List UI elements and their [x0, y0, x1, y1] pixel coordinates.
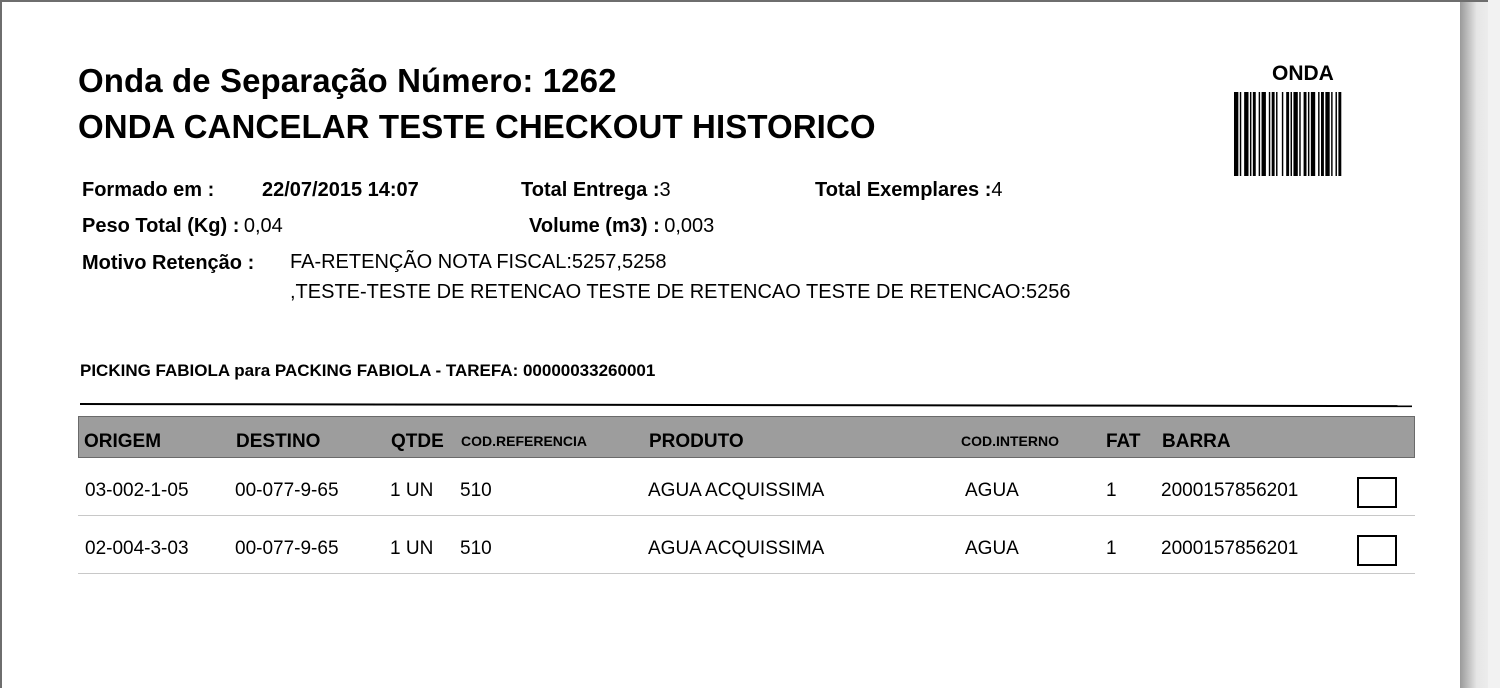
cell-barra: 2000157856201	[1161, 538, 1299, 559]
cell-produto: AGUA ACQUISSIMA	[648, 538, 825, 559]
wave-title: Onda de Separação Número: 1262	[78, 62, 617, 99]
barcode-label: ONDA	[1272, 62, 1334, 85]
page-shadow	[1460, 2, 1488, 688]
barcode-bar	[1338, 92, 1341, 176]
barcode-bar	[1336, 92, 1337, 176]
table-row	[78, 458, 1415, 516]
table-row	[78, 516, 1415, 574]
barcode-bar	[1308, 92, 1309, 176]
formed-at-value: 22/07/2015 14:07	[262, 179, 419, 201]
col-cod-referencia: COD.REFERENCIA	[461, 433, 588, 449]
barcode-bar	[1325, 92, 1329, 176]
barcode-bar	[1293, 92, 1297, 176]
barcode-bar	[1282, 92, 1283, 176]
wave-description: ONDA CANCELAR TESTE CHECKOUT HISTORICO	[78, 108, 876, 145]
cell-cod-interno: AGUA	[965, 480, 1019, 501]
barcode-bar	[1299, 92, 1300, 176]
barcode-bar	[1250, 92, 1251, 176]
task-heading: PICKING FABIOLA para PACKING FABIOLA - TAREFA: 00000033260001	[80, 361, 656, 380]
total-exemplares-value: 4	[991, 179, 1003, 201]
cell-produto: AGUA ACQUISSIMA	[648, 480, 825, 501]
cell-cod-interno: AGUA	[965, 538, 1019, 559]
volume	[529, 215, 714, 238]
formed-at-label: Formado em :	[82, 179, 215, 201]
total-entrega-value: 3	[659, 179, 671, 201]
cell-fat: 1	[1106, 538, 1117, 559]
barcode-bar	[1318, 92, 1319, 176]
row-checkbox[interactable]	[1357, 477, 1397, 508]
section-divider	[80, 403, 1412, 407]
total-exemplares	[815, 179, 1002, 202]
barcode-bar	[1291, 92, 1292, 176]
cell-barra: 2000157856201	[1161, 480, 1299, 501]
barcode-bar	[1272, 92, 1275, 176]
barcode-bar	[1259, 92, 1260, 176]
cell-destino: 00-077-9-65	[235, 480, 339, 501]
row-checkbox[interactable]	[1357, 535, 1397, 566]
col-cod-interno: COD.INTERNO	[961, 433, 1059, 449]
barcode-bar	[1262, 92, 1266, 176]
barcode-bar	[1269, 92, 1270, 176]
items-table	[78, 416, 1415, 574]
barcode-bar	[1240, 92, 1241, 176]
barcode-bar	[1311, 92, 1315, 176]
wave-barcode	[1234, 92, 1380, 176]
cell-origem: 02-004-3-03	[85, 538, 189, 559]
viewer-background	[1488, 0, 1500, 688]
cell-cod-referencia: 510	[460, 538, 492, 559]
col-barra: BARRA	[1162, 431, 1231, 452]
barcode-bar	[1304, 92, 1307, 176]
col-origem: ORIGEM	[84, 431, 162, 452]
cell-origem: 03-002-1-05	[85, 480, 189, 501]
table-header	[78, 416, 1415, 458]
peso-total-value: 0,04	[243, 215, 283, 237]
volume-label: Volume (m3) :	[529, 215, 660, 237]
barcode-bar	[1331, 92, 1332, 176]
barcode-bar	[1286, 92, 1289, 176]
report-page	[2, 2, 1460, 688]
motivo-line-1: FA-RETENÇÃO NOTA FISCAL:5257,5258	[290, 251, 667, 273]
cell-destino: 00-077-9-65	[235, 538, 339, 559]
col-produto: PRODUTO	[649, 431, 744, 452]
barcode-bar	[1321, 92, 1324, 176]
cell-qtde: 1 UN	[390, 480, 434, 501]
peso-total-label: Peso Total (Kg) :	[82, 215, 240, 237]
motivo-line-2: ,TESTE-TESTE DE RETENCAO TESTE DE RETENCAO TESTE DE RETENCAO:5256	[290, 281, 1071, 303]
col-qtde: QTDE	[391, 431, 444, 452]
total-entrega-label: Total Entrega :	[521, 179, 660, 201]
motivo-label: Motivo Retenção :	[82, 252, 255, 274]
col-destino: DESTINO	[236, 431, 321, 452]
barcode-bar	[1244, 92, 1248, 176]
barcode-bar	[1234, 92, 1238, 176]
cell-fat: 1	[1106, 480, 1117, 501]
col-fat: FAT	[1106, 431, 1141, 452]
peso-total	[82, 215, 283, 238]
cell-cod-referencia: 510	[460, 480, 492, 501]
total-exemplares-label: Total Exemplares :	[815, 179, 992, 201]
volume-value: 0,003	[664, 215, 715, 237]
barcode-bar	[1253, 92, 1256, 176]
total-entrega	[521, 179, 671, 202]
cell-qtde: 1 UN	[390, 538, 434, 559]
barcode-bar	[1276, 92, 1277, 176]
